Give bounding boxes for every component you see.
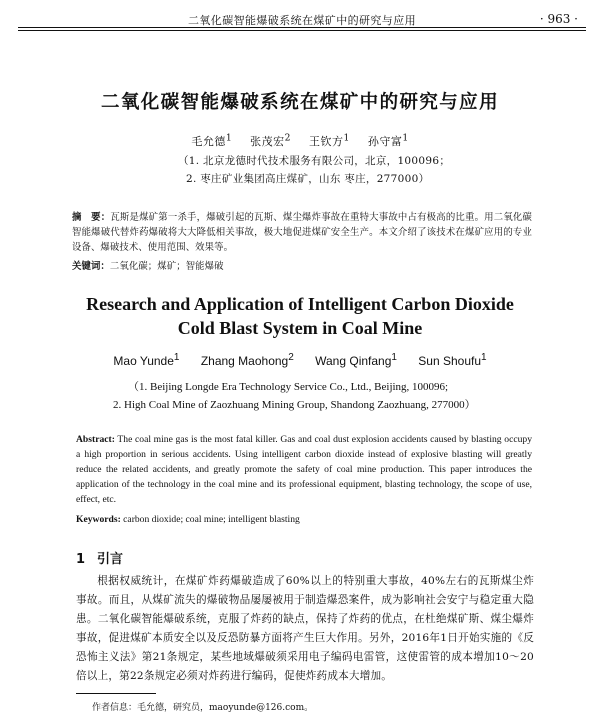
footnote: 作者信息：毛允德，研究员，maoyunde@126.com。 [92,703,314,713]
author: 张茂宏$^2$ [250,132,291,148]
abstract-label: Abstract: [76,434,115,445]
english-title-line-1: Research and Application of Intelligent Carbon Dioxide [86,294,514,314]
keywords-text: 二氧化碳；煤矿；智能爆破 [109,261,224,272]
english-abstract [76,432,532,507]
english-authors [0,352,600,368]
chinese-affiliation-2: 2. 枣庄矿业集团高庄煤矿，山东 枣庄，277000） [186,173,430,185]
author: Wang Qinfang$^1$ [315,352,397,368]
section-number: 1 [76,552,86,567]
author: Zhang Maohong$^2$ [200,352,294,368]
chinese-keywords [72,259,532,274]
abstract-text: 瓦斯是煤矿第一杀手，爆破引起的瓦斯、煤尘爆炸事故在重特大事故中占有极高的比重。用二氧化碳智能爆破代替炸药爆破将大大降低相关事故，极大地促进煤矿安全生产。本文介绍了该技术在煤矿应用的专业设备、爆破技术、使用范围、效果等。 [72,212,532,253]
english-keywords [76,512,532,527]
chinese-affiliation-1: （1. 北京龙德时代技术服务有限公司，北京，100096； [178,155,451,167]
page-number: · 963 · [539,12,578,26]
author: 毛允德$^1$ [191,132,233,148]
author: 孙守富$^1$ [367,132,409,148]
section-heading [76,548,135,567]
author: Mao Yunde$^1$ [113,352,180,368]
author: 王钦方$^1$ [309,132,350,148]
running-header [18,8,586,31]
body-paragraph: 根据权威统计，在煤矿炸药爆破造成了60%以上的特别重大事故，40%左右的瓦斯煤尘炸事故。而且，从煤矿流失的爆破物品屡屡被用于制造爆恐案件，成为影响社会安宁与稳定重大隐患。二氧化碳智能爆破系统，克服了炸药的缺点，保持了炸药的优点，在杜绝煤矿斯、煤尘爆炸事故，促进煤矿本质安全以及反恐防暴方面将产生巨大作用。另外，2016年1日开始实施的《反恐怖主义法》第21条规定，某些地域爆破须采用电子编码电雷管，这使雷管的成本增加10～20倍以上，第22条规定必须对炸药进行编码，促使炸药成本大增加。 [76,575,534,682]
english-affiliation-2: 2. High Coal Mine of Zaozhuang Mining Group, Shandong Zaozhuang, 277000） [113,399,476,411]
abstract-label: 摘 要： [72,212,111,223]
abstract-text: The coal mine gas is the most fatal killer. Gas and coal dust explosion accidents caused by blasting occupy a high proportion in serious accidents. Using intelligent carbon dioxide instead of explosive blasting will greatly reduce the related accidents, and greatly promote the safety of coal mine production. This paper introduces the application of the technology in the coal mine and its professional equipment, blasting technology, the scope of use, effect, etc. [76,434,532,505]
english-title-line-2: Cold Blast System in Coal Mine [177,318,423,338]
english-affiliation-1: （1. Beijing Longde Era Technology Service Co., Ltd., Beijing, 100096; [128,381,449,393]
keywords-label: 关键词： [72,261,110,272]
chinese-abstract [72,210,532,255]
footnote-rule [76,693,156,694]
section-title: 引言 [97,552,124,567]
header-rule [18,27,586,28]
keywords-text: carbon dioxide; coal mine; intelligent blasting [123,514,300,525]
chinese-title: 二氧化碳智能爆破系统在煤矿中的研究与应用 [100,92,499,113]
running-title: 二氧化碳智能爆破系统在煤矿中的研究与应用 [188,14,416,27]
chinese-authors [0,132,600,149]
keywords-label: Keywords: [76,514,121,525]
author: Sun Shoufu$^1$ [418,352,487,368]
